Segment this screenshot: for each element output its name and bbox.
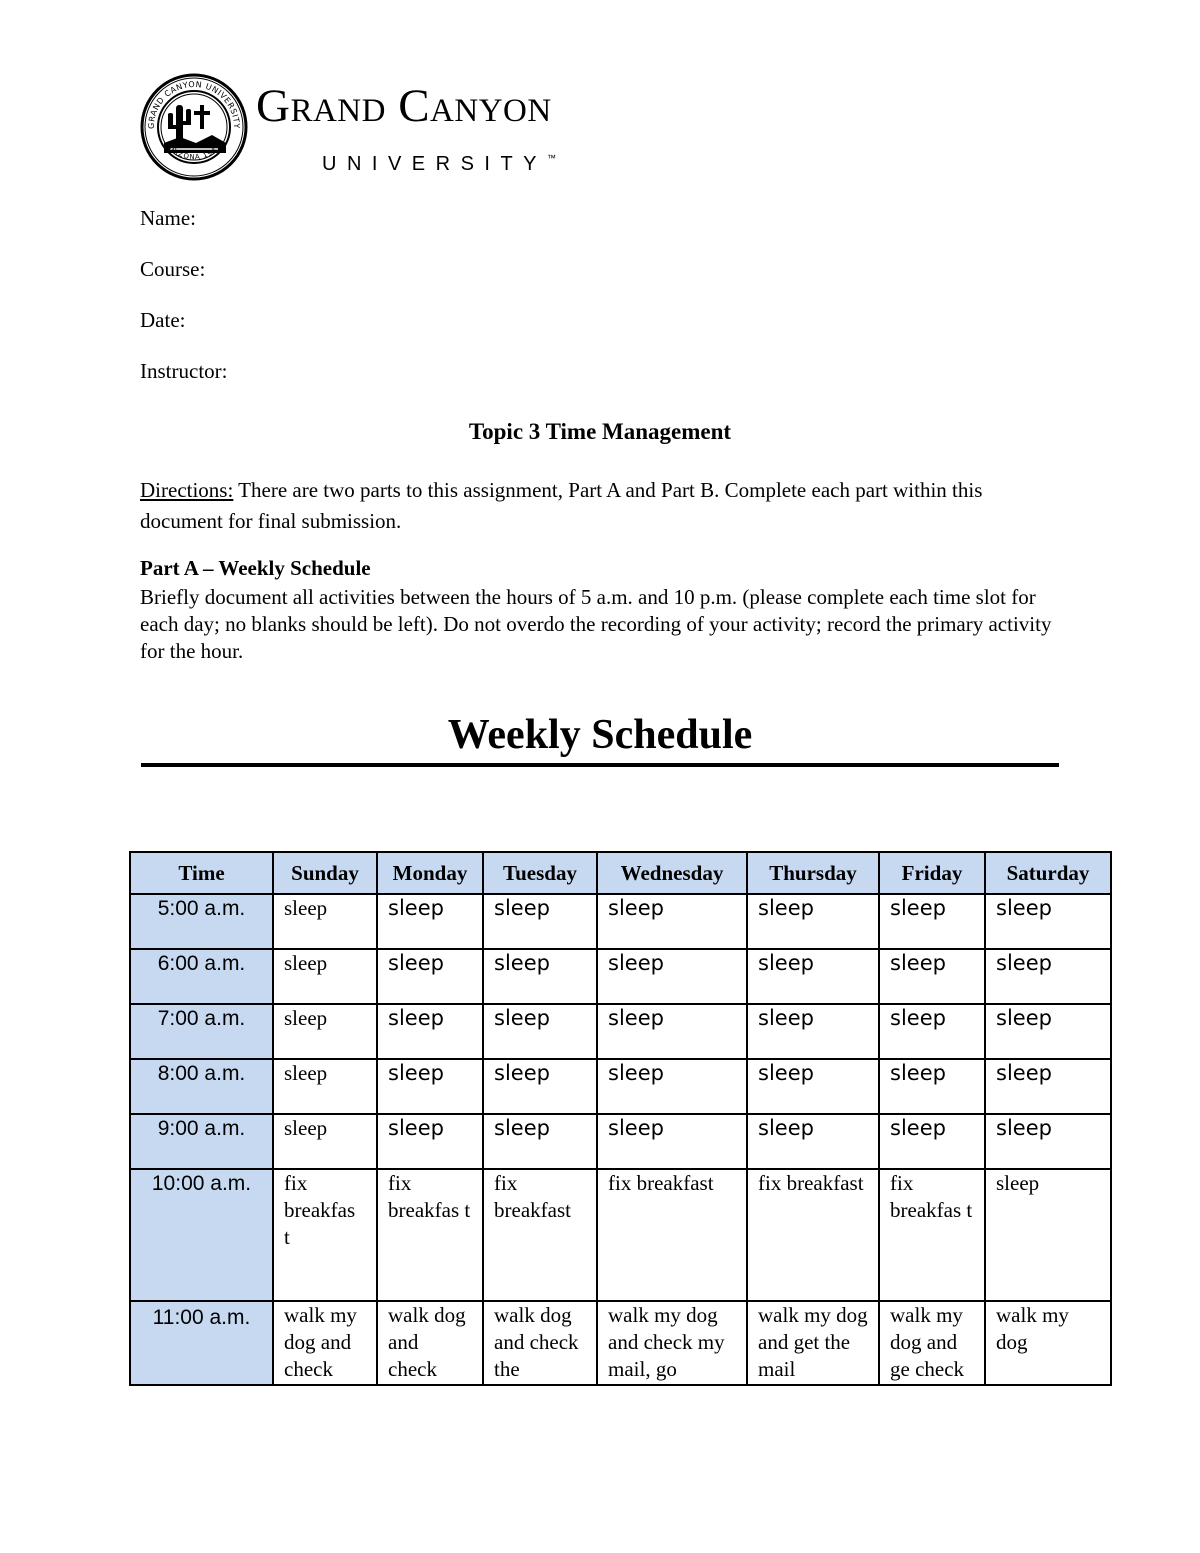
part-a-heading: Part A – Weekly Schedule bbox=[140, 556, 371, 580]
schedule-cell-text: walk my dog and ge check bbox=[890, 1303, 965, 1381]
time-cell: 8:00 a.m. bbox=[130, 1059, 273, 1114]
table-row bbox=[130, 894, 1111, 949]
table-row bbox=[130, 1114, 1111, 1169]
schedule-cell[interactable]: sleep bbox=[879, 1004, 985, 1059]
schedule-cell[interactable] bbox=[597, 1301, 747, 1385]
logo-wordmark-line1: Grand Canyon bbox=[256, 80, 552, 132]
schedule-cell[interactable] bbox=[377, 1301, 483, 1385]
schedule-cell[interactable] bbox=[985, 1301, 1111, 1385]
table-row bbox=[130, 1004, 1111, 1059]
schedule-cell[interactable]: fix breakfast bbox=[747, 1169, 879, 1301]
name-field-label: Name: bbox=[140, 206, 196, 230]
schedule-cell[interactable]: sleep bbox=[377, 1004, 483, 1059]
table-row bbox=[130, 1169, 1111, 1301]
column-header-monday: Monday bbox=[377, 852, 483, 894]
schedule-cell[interactable]: sleep bbox=[747, 1059, 879, 1114]
schedule-cell[interactable]: sleep bbox=[879, 1059, 985, 1114]
schedule-cell[interactable]: fix breakfast bbox=[483, 1169, 597, 1301]
time-cell: 11:00 a.m. bbox=[130, 1301, 273, 1385]
time-cell: 5:00 a.m. bbox=[130, 894, 273, 949]
schedule-cell[interactable]: sleep bbox=[483, 894, 597, 949]
schedule-cell[interactable]: sleep bbox=[597, 949, 747, 1004]
schedule-cell[interactable]: sleep bbox=[273, 894, 377, 949]
schedule-cell[interactable] bbox=[483, 1301, 597, 1385]
schedule-cell[interactable]: sleep bbox=[273, 1004, 377, 1059]
column-header-tuesday: Tuesday bbox=[483, 852, 597, 894]
svg-text:GRAND CANYON UNIVERSITY: GRAND CANYON UNIVERSITY bbox=[146, 79, 242, 130]
directions-label: Directions: bbox=[140, 478, 234, 502]
table-row bbox=[130, 1059, 1111, 1114]
schedule-cell[interactable]: sleep bbox=[985, 1114, 1111, 1169]
schedule-title: Weekly Schedule bbox=[447, 712, 753, 758]
schedule-cell-text: walk my dog bbox=[996, 1303, 1069, 1354]
table-header-row bbox=[130, 852, 1111, 894]
schedule-cell[interactable]: sleep bbox=[985, 1169, 1111, 1301]
schedule-cell[interactable]: sleep bbox=[273, 949, 377, 1004]
title-underline-divider bbox=[141, 763, 1059, 767]
schedule-cell[interactable]: sleep bbox=[273, 1114, 377, 1169]
schedule-cell-text: walk my dog and get the mail bbox=[758, 1303, 868, 1381]
schedule-cell[interactable] bbox=[747, 1301, 879, 1385]
time-cell: 9:00 a.m. bbox=[130, 1114, 273, 1169]
column-header-wednesday: Wednesday bbox=[597, 852, 747, 894]
schedule-cell[interactable]: sleep bbox=[985, 1059, 1111, 1114]
time-cell: 10:00 a.m. bbox=[130, 1169, 273, 1301]
instructor-field-label: Instructor: bbox=[140, 359, 228, 383]
schedule-cell[interactable]: sleep bbox=[483, 949, 597, 1004]
university-logo bbox=[140, 73, 630, 183]
table-row bbox=[130, 1301, 1111, 1385]
weekly-schedule-table bbox=[129, 851, 1112, 1386]
schedule-cell[interactable]: sleep bbox=[377, 1114, 483, 1169]
schedule-cell[interactable]: sleep bbox=[273, 1059, 377, 1114]
directions-paragraph bbox=[140, 475, 1060, 537]
schedule-cell[interactable]: sleep bbox=[879, 949, 985, 1004]
directions-text: There are two parts to this assignment, Part A and Part B. Complete each part within this document for final submission. bbox=[140, 478, 983, 533]
schedule-cell[interactable]: sleep bbox=[597, 1059, 747, 1114]
table-row bbox=[130, 949, 1111, 1004]
column-header-time: Time bbox=[130, 852, 273, 894]
schedule-cell[interactable]: fix breakfas t bbox=[377, 1169, 483, 1301]
schedule-cell[interactable]: sleep bbox=[597, 1114, 747, 1169]
part-a-instructions: Briefly document all activities between the hours of 5 a.m. and 10 p.m. (please complete each time slot for each day; no blanks should be left). Do not overdo the recording of your activity; record the primary activity for the hour. bbox=[140, 585, 1052, 663]
logo-wordmark-line2: UNIVERSITY™ bbox=[322, 153, 557, 175]
schedule-cell[interactable]: sleep bbox=[985, 894, 1111, 949]
schedule-cell[interactable]: sleep bbox=[747, 1004, 879, 1059]
schedule-cell[interactable]: sleep bbox=[985, 1004, 1111, 1059]
schedule-cell-text: walk my dog and check my mail, go bbox=[608, 1303, 725, 1381]
university-seal-icon bbox=[140, 73, 248, 181]
schedule-cell[interactable] bbox=[273, 1301, 377, 1385]
schedule-cell[interactable]: sleep bbox=[377, 949, 483, 1004]
schedule-cell[interactable]: sleep bbox=[483, 1004, 597, 1059]
schedule-cell[interactable]: sleep bbox=[377, 894, 483, 949]
column-header-saturday: Saturday bbox=[985, 852, 1111, 894]
schedule-cell[interactable]: sleep bbox=[879, 894, 985, 949]
course-field-label: Course: bbox=[140, 257, 206, 281]
schedule-cell[interactable]: sleep bbox=[985, 949, 1111, 1004]
schedule-cell[interactable]: fix breakfast bbox=[597, 1169, 747, 1301]
schedule-cell[interactable]: sleep bbox=[747, 894, 879, 949]
schedule-cell[interactable]: sleep bbox=[747, 1114, 879, 1169]
schedule-cell[interactable]: sleep bbox=[483, 1114, 597, 1169]
schedule-cell[interactable]: sleep bbox=[747, 949, 879, 1004]
svg-text:ARIZONA 1949: ARIZONA 1949 bbox=[165, 142, 223, 162]
time-cell: 6:00 a.m. bbox=[130, 949, 273, 1004]
column-header-sunday: Sunday bbox=[273, 852, 377, 894]
schedule-cell[interactable]: sleep bbox=[597, 894, 747, 949]
schedule-cell[interactable]: sleep bbox=[483, 1059, 597, 1114]
schedule-cell-text: walk my dog and check bbox=[284, 1303, 357, 1381]
schedule-cell-text: walk dog and check bbox=[388, 1303, 466, 1381]
schedule-cell[interactable]: sleep bbox=[597, 1004, 747, 1059]
page-title: Topic 3 Time Management bbox=[468, 419, 732, 444]
schedule-cell[interactable]: fix breakfas t bbox=[879, 1169, 985, 1301]
time-cell: 7:00 a.m. bbox=[130, 1004, 273, 1059]
schedule-cell[interactable]: sleep bbox=[377, 1059, 483, 1114]
schedule-cell[interactable]: sleep bbox=[879, 1114, 985, 1169]
column-header-thursday: Thursday bbox=[747, 852, 879, 894]
schedule-cell[interactable]: fix breakfas t bbox=[273, 1169, 377, 1301]
date-field-label: Date: bbox=[140, 308, 186, 332]
schedule-cell[interactable] bbox=[879, 1301, 985, 1385]
column-header-friday: Friday bbox=[879, 852, 985, 894]
schedule-cell-text: walk dog and check the bbox=[494, 1303, 579, 1381]
